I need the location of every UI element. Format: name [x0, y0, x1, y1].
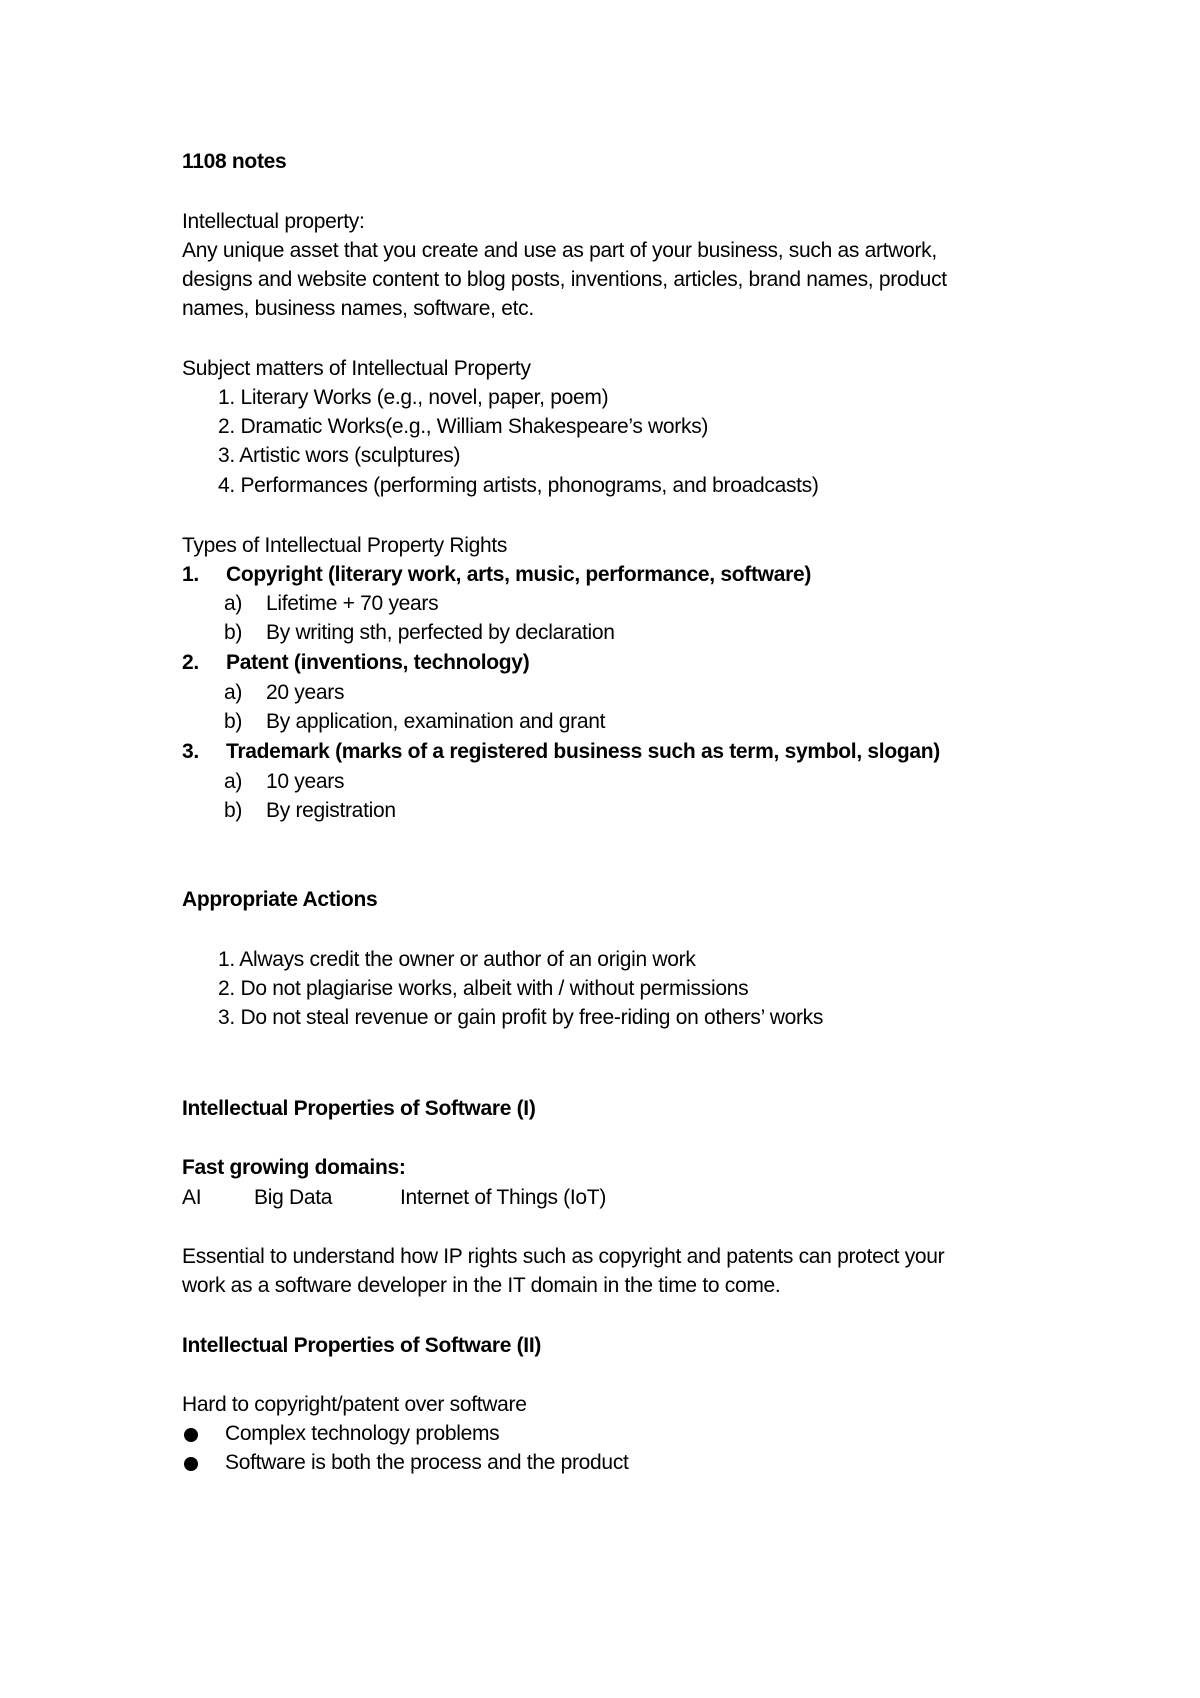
subject-item: 2. Dramatic Works(e.g., William Shakespeare’s works) — [218, 415, 709, 438]
bullet-icon — [184, 1457, 198, 1471]
document-title: 1108 notes — [182, 150, 287, 173]
subject-heading: Subject matters of Intellectual Property — [182, 357, 531, 380]
bullet-item: Complex technology problems — [225, 1422, 500, 1445]
type-number: 1. — [182, 563, 199, 586]
type-sub-label: b) — [224, 710, 243, 733]
action-item: 3. Do not steal revenue or gain profit by free-riding on others’ works — [218, 1006, 824, 1029]
type-sub-label: a) — [224, 681, 243, 704]
domain-iot: Internet of Things (IoT) — [400, 1186, 607, 1209]
subject-item: 3. Artistic wors (sculptures) — [218, 444, 461, 467]
domain-ai: AI — [182, 1186, 202, 1209]
ip-heading: Intellectual property: — [182, 210, 365, 233]
subject-item: 1. Literary Works (e.g., novel, paper, poem) — [218, 386, 609, 409]
bullet-item: Software is both the process and the product — [225, 1451, 629, 1474]
action-item: 2. Do not plagiarise works, albeit with / without permissions — [218, 977, 749, 1000]
type-sub-label: b) — [224, 621, 243, 644]
ip-text-line: names, business names, software, etc. — [182, 297, 534, 320]
type-sub-label: b) — [224, 799, 243, 822]
types-heading: Types of Intellectual Property Rights — [182, 534, 508, 557]
software1-heading: Intellectual Properties of Software (I) — [182, 1097, 536, 1120]
type-sub-text: Lifetime + 70 years — [266, 592, 439, 615]
type-sub-text: By application, examination and grant — [266, 710, 606, 733]
type-sub-text: 20 years — [266, 681, 345, 704]
actions-heading: Appropriate Actions — [182, 888, 378, 911]
type-label-copyright: Copyright (literary work, arts, music, performance, software) — [226, 563, 812, 586]
action-item: 1. Always credit the owner or author of an origin work — [218, 948, 696, 971]
type-label-trademark: Trademark (marks of a registered business such as term, symbol, slogan) — [226, 740, 940, 763]
ip-text-line: Any unique asset that you create and use as part of your business, such as artwork, — [182, 239, 937, 262]
type-number: 3. — [182, 740, 199, 763]
type-sub-text: By registration — [266, 799, 396, 822]
type-sub-text: 10 years — [266, 770, 345, 793]
software2-intro: Hard to copyright/patent over software — [182, 1393, 527, 1416]
domain-big-data: Big Data — [254, 1186, 333, 1209]
fast-growing-heading: Fast growing domains: — [182, 1156, 406, 1179]
subject-item: 4. Performances (performing artists, phonograms, and broadcasts) — [218, 474, 819, 497]
type-sub-label: a) — [224, 592, 243, 615]
type-label-patent: Patent (inventions, technology) — [226, 651, 530, 674]
ip-text-line: designs and website content to blog posts, inventions, articles, brand names, product — [182, 268, 947, 291]
essential-line: work as a software developer in the IT domain in the time to come. — [182, 1274, 781, 1297]
type-sub-label: a) — [224, 770, 243, 793]
essential-line: Essential to understand how IP rights such as copyright and patents can protect your — [182, 1245, 945, 1268]
software2-heading: Intellectual Properties of Software (II) — [182, 1334, 542, 1357]
bullet-icon — [184, 1428, 198, 1442]
type-sub-text: By writing sth, perfected by declaration — [266, 621, 615, 644]
type-number: 2. — [182, 651, 199, 674]
